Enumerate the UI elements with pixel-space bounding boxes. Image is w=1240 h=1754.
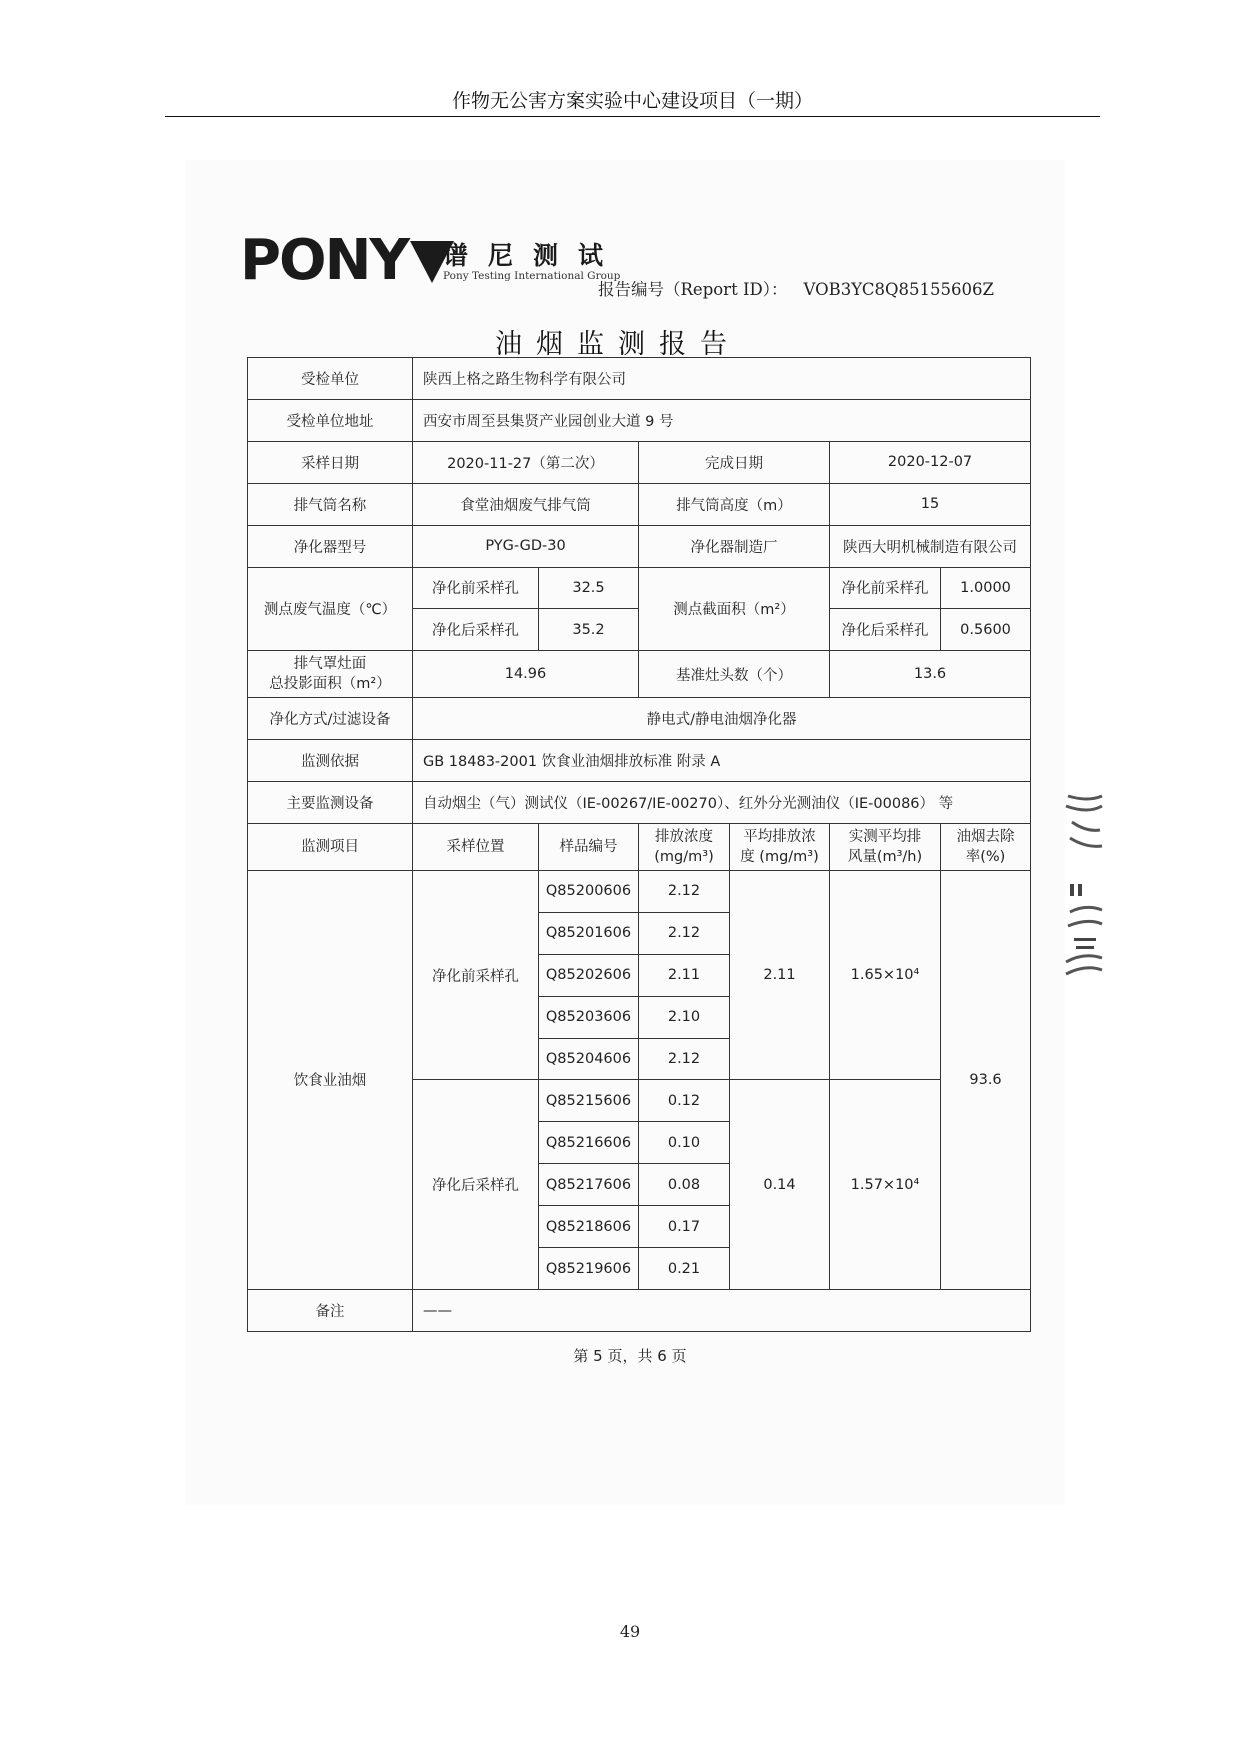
basis-label: 监测依据 — [248, 739, 413, 781]
sample-no: Q85203606 — [539, 996, 639, 1038]
temp-post-hole-label: 净化后采样孔 — [413, 609, 539, 651]
col-removal-header — [941, 823, 1031, 870]
hood-area-label — [248, 651, 413, 697]
burner-label: 基准灶头数（个） — [639, 651, 830, 697]
maker-label: 净化器制造厂 — [639, 525, 830, 567]
col-flow-header — [830, 823, 941, 870]
stack-name-value: 食堂油烟废气排气筒 — [413, 483, 639, 525]
sample-no: Q85201606 — [539, 912, 639, 954]
sample-no: Q85204606 — [539, 1038, 639, 1080]
equipment-label: 主要监测设备 — [248, 781, 413, 823]
area-post-value: 0.5600 — [941, 609, 1031, 651]
area-label: 测点截面积（m²） — [639, 567, 830, 651]
col-average-line2: 度 (mg/m³) — [740, 848, 819, 865]
sample-no: Q85202606 — [539, 954, 639, 996]
page-number: 49 — [619, 1622, 641, 1641]
address-value: 西安市周至县集贤产业园创业大道 9 号 — [413, 399, 1031, 441]
col-concentration-header — [639, 823, 730, 870]
logo-chinese-name: 谱尼测试 — [443, 241, 624, 270]
sample-concentration: 2.10 — [639, 996, 730, 1038]
col-removal-line2: 率(%) — [965, 848, 1006, 865]
sample-date-value: 2020-11-27（第二次） — [413, 441, 639, 483]
pony-logo — [240, 228, 454, 293]
area-pre-value: 1.0000 — [941, 567, 1031, 609]
stack-height-value: 15 — [830, 483, 1031, 525]
sample-concentration: 0.10 — [639, 1122, 730, 1164]
temp-pre-hole-label: 净化前采样孔 — [413, 567, 539, 609]
sample-no: Q85219606 — [539, 1248, 639, 1290]
col-concentration-line2: (mg/m³) — [654, 848, 714, 865]
sample-concentration: 2.12 — [639, 870, 730, 912]
sample-concentration: 2.12 — [639, 1038, 730, 1080]
col-flow-line2: 风量(m³/h) — [847, 848, 923, 865]
sample-concentration: 2.12 — [639, 912, 730, 954]
monitoring-table — [247, 357, 1031, 1332]
stack-height-label: 排气筒高度（m） — [639, 483, 830, 525]
temp-pre-value: 32.5 — [539, 567, 639, 609]
area-post-hole-label: 净化后采样孔 — [830, 609, 941, 651]
done-date-value: 2020-12-07 — [830, 441, 1031, 483]
remark-label: 备注 — [248, 1290, 413, 1332]
hood-area-value: 14.96 — [413, 651, 639, 697]
purifier-model-value: PYG-GD-30 — [413, 525, 639, 567]
burner-value: 13.6 — [830, 651, 1031, 697]
maker-value: 陕西大明机械制造有限公司 — [830, 525, 1031, 567]
equipment-value: 自动烟尘（气）测试仪（IE-00267/IE-00270）、红外分光测油仪（IE-00086） 等 — [413, 781, 1031, 823]
report-id — [598, 276, 994, 300]
unit-label: 受检单位 — [248, 358, 413, 400]
sample-concentration: 2.11 — [639, 954, 730, 996]
post-position: 净化后采样孔 — [413, 1080, 539, 1290]
remark-value: —— — [413, 1290, 1031, 1332]
done-date-label: 完成日期 — [639, 441, 830, 483]
sample-no: Q85200606 — [539, 870, 639, 912]
hood-area-label-line2: 总投影面积（m²） — [269, 676, 391, 693]
stack-name-label: 排气筒名称 — [248, 483, 413, 525]
sample-no: Q85217606 — [539, 1164, 639, 1206]
post-average: 0.14 — [730, 1080, 830, 1290]
seal-stamp-fragment — [1058, 792, 1104, 982]
pre-flow: 1.65×10⁴ — [830, 870, 941, 1080]
address-label: 受检单位地址 — [248, 399, 413, 441]
sample-no: Q85218606 — [539, 1206, 639, 1248]
logo-wordmark: PONY — [240, 228, 409, 293]
purifier-model-label: 净化器型号 — [248, 525, 413, 567]
col-flow-line1: 实测平均排 — [848, 828, 922, 845]
post-flow: 1.57×10⁴ — [830, 1080, 941, 1290]
table-row — [248, 870, 1031, 912]
sample-concentration: 0.08 — [639, 1164, 730, 1206]
sample-concentration: 0.21 — [639, 1248, 730, 1290]
sample-date-label: 采样日期 — [248, 441, 413, 483]
report-id-label: 报告编号（Report ID）： — [598, 280, 788, 299]
document-header: 作物无公害方案实验中心建设项目（一期） — [451, 90, 813, 112]
report-title: 油烟监测报告 — [495, 329, 741, 360]
report-id-value: VOB3YC8Q85155606Z — [803, 280, 994, 299]
method-value: 静电式/静电油烟净化器 — [413, 697, 1031, 739]
pre-average: 2.11 — [730, 870, 830, 1080]
temp-post-value: 35.2 — [539, 609, 639, 651]
sample-concentration: 0.17 — [639, 1206, 730, 1248]
col-concentration-line1: 排放浓度 — [655, 828, 713, 845]
monitoring-item: 饮食业油烟 — [248, 870, 413, 1289]
col-position-header: 采样位置 — [413, 823, 539, 870]
hood-area-label-line1: 排气罩灶面 — [293, 656, 367, 673]
basis-value: GB 18483-2001 饮食业油烟排放标准 附录 A — [413, 739, 1031, 781]
method-label: 净化方式/过滤设备 — [248, 697, 413, 739]
removal-rate: 93.6 — [941, 870, 1031, 1289]
col-average-line1: 平均排放浓 — [743, 828, 816, 845]
col-removal-line1: 油烟去除 — [956, 828, 1015, 845]
logo-english-name: Pony Testing International Group — [443, 270, 621, 282]
header-rule — [165, 116, 1100, 117]
page-of-total: 第 5 页，共 6 页 — [573, 1347, 687, 1365]
sample-concentration: 0.12 — [639, 1080, 730, 1122]
col-average-header — [730, 823, 830, 870]
unit-value: 陕西上格之路生物科学有限公司 — [413, 358, 1031, 400]
area-pre-hole-label: 净化前采样孔 — [830, 567, 941, 609]
sample-no: Q85215606 — [539, 1080, 639, 1122]
sample-no: Q85216606 — [539, 1122, 639, 1164]
temp-label: 测点废气温度（℃） — [248, 567, 413, 651]
pre-position: 净化前采样孔 — [413, 870, 539, 1080]
col-sample-no-header: 样品编号 — [539, 823, 639, 870]
col-item-header: 监测项目 — [248, 823, 413, 870]
